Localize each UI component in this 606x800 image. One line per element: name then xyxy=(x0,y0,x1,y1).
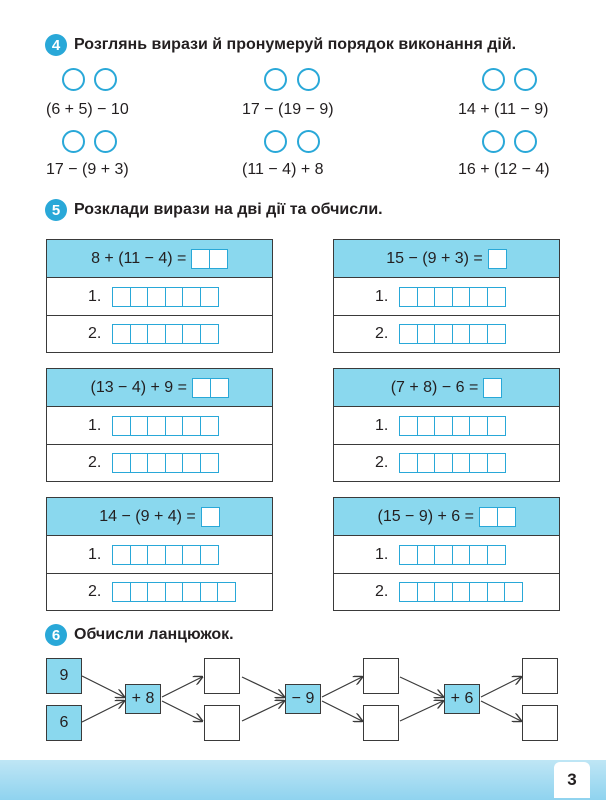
chain-answer-box[interactable] xyxy=(522,658,558,694)
chain-start-value: 9 xyxy=(46,658,82,694)
chain-operation: + 8 xyxy=(125,684,161,714)
chain-answer-box[interactable] xyxy=(363,705,399,741)
expression: 17 − (19 − 9) xyxy=(242,101,334,118)
chain-answer-box[interactable] xyxy=(363,658,399,694)
step-label: 2. xyxy=(88,325,102,342)
page-number: 3 xyxy=(554,762,590,798)
step-label: 1. xyxy=(375,287,389,305)
table-expression: 14 − (9 + 4) = xyxy=(99,507,196,525)
task-number-badge: 6 xyxy=(45,624,67,646)
step-label: 2. xyxy=(375,583,389,600)
task-title: Обчисли ланцюжок. xyxy=(74,626,234,643)
step-label: 2. xyxy=(375,325,389,342)
footer-wave xyxy=(0,760,606,800)
expression: (6 + 5) − 10 xyxy=(46,101,129,118)
table-expression: (7 + 8) − 6 = xyxy=(390,378,479,396)
chain-operation: + 6 xyxy=(444,684,480,714)
step-label: 1. xyxy=(375,545,389,563)
chain-answer-box[interactable] xyxy=(522,705,558,741)
task-number-badge: 4 xyxy=(45,34,67,56)
expression: 16 + (12 − 4) xyxy=(458,161,550,178)
task-title: Розглянь вирази й пронумеруй порядок виконання дій. xyxy=(74,36,517,53)
table-expression: 15 − (9 + 3) = xyxy=(386,249,483,267)
table-expression: 8 + (11 − 4) = xyxy=(91,249,187,267)
step-label: 1. xyxy=(88,287,102,305)
step-label: 2. xyxy=(88,454,102,471)
chain-operation: − 9 xyxy=(285,684,321,714)
step-label: 1. xyxy=(375,416,389,434)
step-label: 2. xyxy=(375,454,389,471)
task-title: Розклади вирази на дві дії та обчисли. xyxy=(74,201,383,218)
task-number-badge: 5 xyxy=(45,199,67,221)
expression: 14 + (11 − 9) xyxy=(458,101,549,118)
chain-answer-box[interactable] xyxy=(204,658,240,694)
table-expression: (15 − 9) + 6 = xyxy=(377,507,474,525)
step-label: 1. xyxy=(88,545,102,563)
chain-answer-box[interactable] xyxy=(204,705,240,741)
table-expression: (13 − 4) + 9 = xyxy=(90,378,187,396)
step-label: 2. xyxy=(88,583,102,600)
chain-start-value: 6 xyxy=(46,705,82,741)
expression: (11 − 4) + 8 xyxy=(242,161,324,178)
expression: 17 − (9 + 3) xyxy=(46,161,129,178)
step-label: 1. xyxy=(88,416,102,434)
